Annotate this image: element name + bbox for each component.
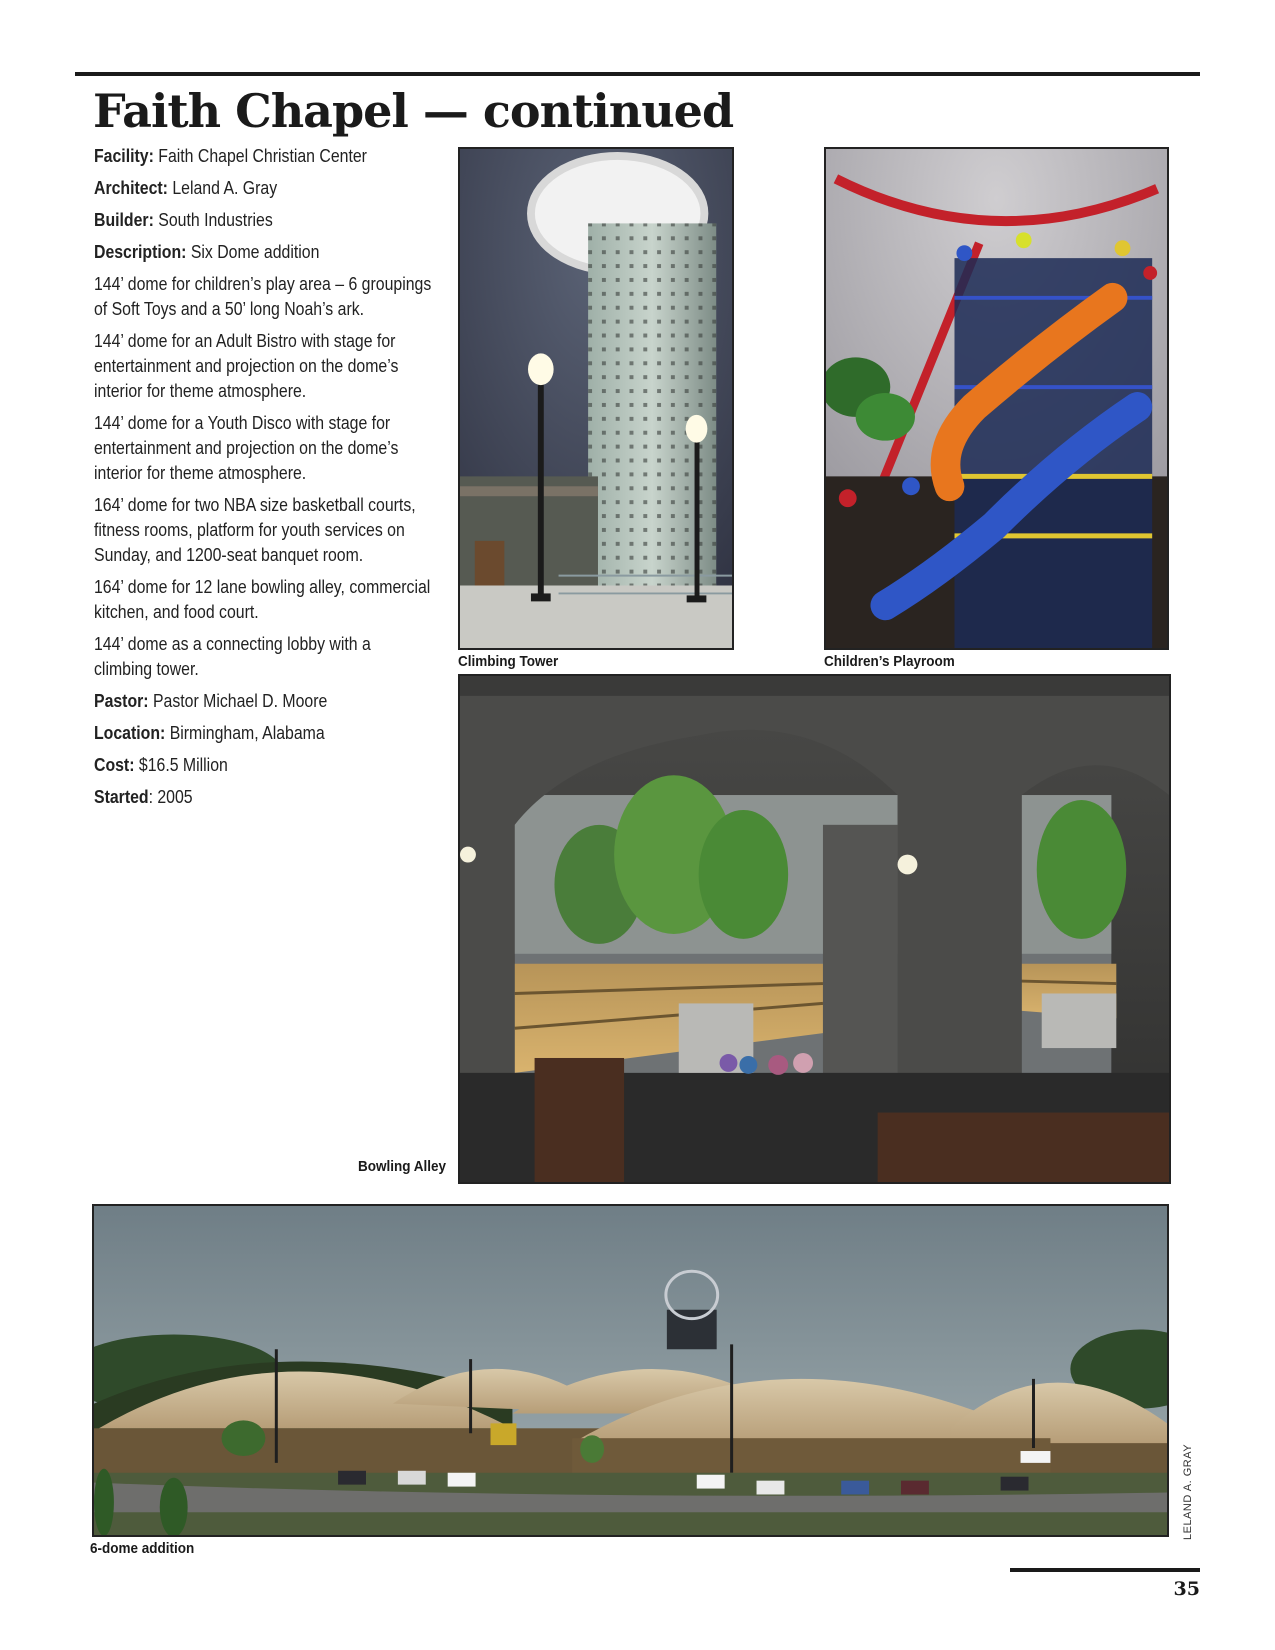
dome-addition-caption: 6-dome addition: [90, 1540, 195, 1557]
bowling-alley-illustration: [460, 676, 1169, 1182]
location-label: Location:: [94, 723, 166, 743]
dome-paragraph: 164’ dome for 12 lane bowling alley, commercial kitchen, and food court.: [94, 577, 431, 622]
pastor-value: Pastor Michael D. Moore: [152, 691, 328, 711]
facility-label: Facility:: [94, 146, 154, 166]
facility-line: [94, 144, 446, 169]
bottom-rule: [1010, 1568, 1200, 1572]
dome-paragraph: 164’ dome for two NBA size basketball courts, fitness rooms, platform for youth services on Sunday, and 1200-seat banquet room.: [94, 495, 416, 565]
dome-paragraph: 144’ dome for an Adult Bistro with stage for entertainment and projection on the dome’s interior for theme atmosphere.: [94, 331, 399, 401]
location-value: Birmingham, Alabama: [169, 723, 325, 743]
bowling-alley-caption: Bowling Alley: [358, 1158, 447, 1175]
started-line: [94, 785, 446, 810]
childrens-playroom-caption: Children’s Playroom: [824, 653, 955, 670]
dome-paragraph: 144’ dome for children’s play area – 6 groupings of Soft Toys and a 50’ long Noah’s ark.: [94, 274, 432, 319]
pastor-line: [94, 689, 446, 714]
top-rule: [75, 72, 1200, 76]
started-value: : 2005: [148, 787, 193, 807]
cost-value: $16.5 Million: [138, 755, 228, 775]
dome-addition-illustration: [94, 1206, 1167, 1535]
climbing-tower-photo: [458, 147, 734, 650]
dome-paragraph: 144’ dome for a Youth Disco with stage for entertainment and projection on the dome’s interior for theme atmosphere.: [94, 413, 399, 483]
started-label: Started: [94, 787, 149, 807]
pastor-label: Pastor:: [94, 691, 149, 711]
builder-line: [94, 208, 446, 233]
bowling-alley-photo: [458, 674, 1171, 1184]
builder-value: South Industries: [158, 210, 273, 230]
description-line: [94, 240, 446, 265]
description-label: Description:: [94, 242, 187, 262]
childrens-playroom-photo: [824, 147, 1169, 650]
page-title: Faith Chapel — continued: [93, 84, 734, 138]
architect-label: Architect:: [94, 178, 168, 198]
builder-label: Builder:: [94, 210, 154, 230]
cost-label: Cost:: [94, 755, 135, 775]
cost-line: [94, 753, 446, 778]
climbing-tower-illustration: [460, 149, 732, 648]
location-line: [94, 721, 446, 746]
dome-paragraph: 144’ dome as a connecting lobby with a climbing tower.: [94, 634, 371, 679]
childrens-playroom-illustration: [826, 149, 1167, 648]
page-number: 35: [1173, 1578, 1200, 1600]
climbing-tower-caption: Climbing Tower: [458, 653, 559, 670]
architect-value: Leland A. Gray: [172, 178, 278, 198]
dome-addition-photo: [92, 1204, 1169, 1537]
description-value: Six Dome addition: [190, 242, 320, 262]
architect-line: [94, 176, 446, 201]
facility-value: Faith Chapel Christian Center: [158, 146, 367, 166]
info-column: [94, 144, 444, 817]
photo-credit: LELAND A. GRAY: [1182, 1443, 1194, 1540]
